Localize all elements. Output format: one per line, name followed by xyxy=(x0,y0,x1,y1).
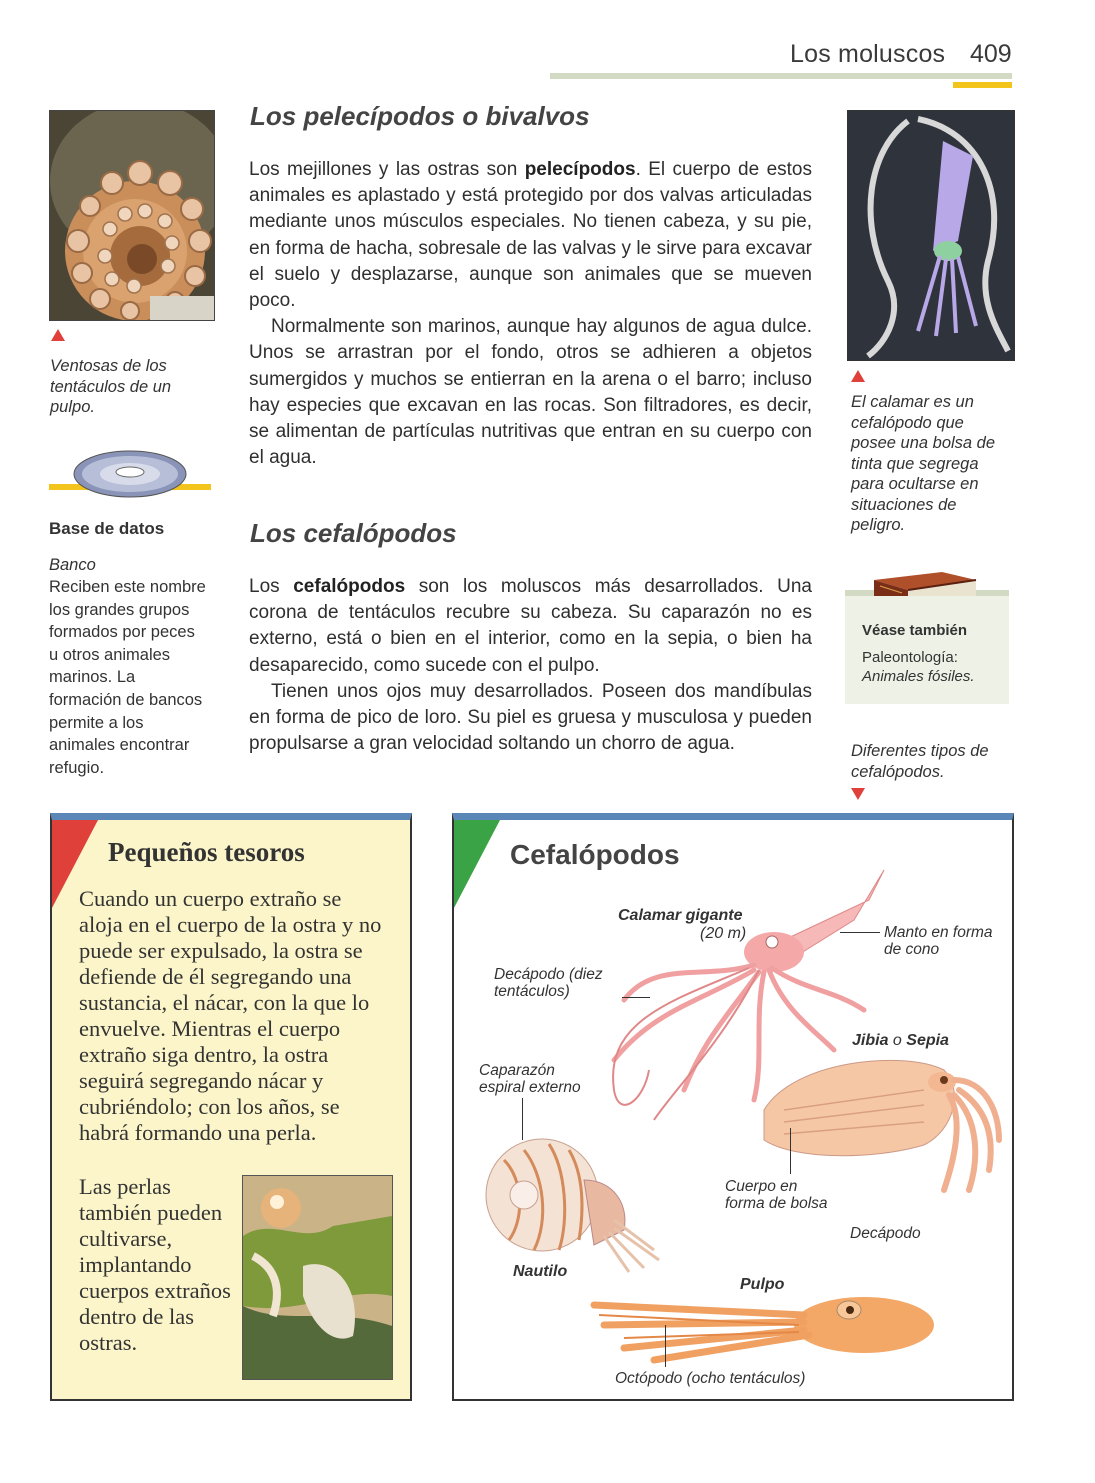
see-also-link[interactable]: Animales fósiles. xyxy=(862,668,975,685)
label-octopodo: Octópodo (ocho tentáculos) xyxy=(615,1370,806,1387)
cefalopodos-figure-title: Cefalópodos xyxy=(510,839,680,870)
chapter-title: Los moluscos xyxy=(790,40,946,68)
label-decapodo: Decápodo xyxy=(850,1225,921,1242)
term-pelecipodos: pelecípodos xyxy=(524,159,636,180)
leader-line xyxy=(790,1128,791,1174)
octopus-drawing xyxy=(594,1297,934,1360)
label-calamar-gigante: Calamar gigante xyxy=(618,907,743,924)
pequenos-tesoros-side-text: Las perlas también pueden cultivarse, implantando cuerpos extraños dentro de las ostras. xyxy=(79,1174,231,1355)
term-cefalopodos: cefalópodos xyxy=(293,576,406,597)
cefalopodos-heading: Los cefalópodos xyxy=(250,518,457,548)
pelecipodos-heading: Los pelecípodos o bivalvos xyxy=(250,101,590,131)
pelecipodos-text: Los mejillones y las ostras son pelecípodos. El cuerpo de estos animales es aplastado y está protegido por dos valvas articuladas mediante unos músculos especiales. No tienen cabeza, y su pie, en forma de hacha, sobresale de las valvas y le sirve para excavar el suelo y desplazarse, aunque son animales que se mueven poco. Normalmente son marinos, aunque hay algunos de agua dulce. Unos se arrastran por el fondo, otros se adhieren a objetos sumergidos y muchos se entierran en la arena o el barro; incluso hay especies que excavan en las rocas. Son filtradores, es decir, se alimentan de partículas nutritivas que entran en su cuerpo con el agua. xyxy=(249,159,812,469)
leader-line xyxy=(840,932,880,933)
header-accent xyxy=(953,82,1012,88)
header-rule xyxy=(550,73,1012,79)
label-caparazon: Caparazón espiral externo xyxy=(479,1062,581,1096)
database-definition: Reciben este nombre los grandes grupos formados por peces u otros animales marinos. La formación de bancos permite a los animales encontrar refugio. xyxy=(49,578,206,777)
cd-disc-icon xyxy=(73,450,187,503)
page-number: 409 xyxy=(970,40,1012,68)
label-jibia-sepia: Jibia o Sepia xyxy=(852,1032,949,1049)
label-cuerpo-bolsa: Cuerpo en forma de bolsa xyxy=(725,1178,828,1212)
squid-photo xyxy=(847,110,1015,361)
nautilus-drawing xyxy=(486,1139,659,1272)
octopus-photo-caption: Ventosas de los tentáculos de un pulpo. xyxy=(50,357,172,416)
label-pulpo: Pulpo xyxy=(740,1276,785,1293)
database-term: Banco xyxy=(49,556,96,574)
cefalopodos-text: Los cefalópodos son los moluscos más desarrollados. Una corona de tentáculos recubre su cabeza. Su caparazón no es externo, está o bien en el interior, como en la sepia, o bien ha desaparecido, como sucede con el pulpo. Tienen unos ojos muy desarrollados. Poseen dos mandíbulas en forma de pico de loro. Su piel es gruesa y musculosa y pueden propulsarse a gran velocidad soltando un chorro de agua. xyxy=(249,576,812,755)
label-decapodo-diez: Decápodo (diez tentáculos) xyxy=(494,966,603,1000)
label-nautilo: Nautilo xyxy=(513,1263,568,1280)
pequenos-tesoros-text: Cuando un cuerpo extraño se aloja en el cuerpo de la ostra y no puede ser expulsado, la ostra se defiende de él segregando una sustancia, el nácar, con la que lo envuelve. Mientras el cuerpo extraño siga dentro, la ostra seguirá segregando nácar y cubriéndolo; con los años, se habrá formando una perla. xyxy=(79,886,382,1145)
pointer-down-icon xyxy=(851,788,865,800)
label-manto: Manto en forma de cono xyxy=(884,924,993,958)
caption-arrow-icon xyxy=(851,370,865,382)
pearl-photo xyxy=(242,1175,393,1380)
leader-line xyxy=(522,1098,523,1140)
figure-pointer-caption: Diferentes tipos de cefalópodos. xyxy=(851,742,989,781)
see-also-subject: Paleontología: xyxy=(862,649,958,666)
octopus-suckers-photo xyxy=(49,110,215,321)
database-heading: Base de datos xyxy=(49,519,165,538)
squid-photo-caption: El calamar es un cefalópodo que posee una bolsa de tinta que segrega para ocultarse en situaciones de peligro. xyxy=(851,393,996,534)
cuttlefish-drawing xyxy=(764,1060,999,1190)
leader-line xyxy=(665,1325,666,1367)
label-calamar-size: (20 m) xyxy=(700,925,747,942)
see-also-heading: Véase también xyxy=(862,622,968,639)
pequenos-tesoros-title: Pequeños tesoros xyxy=(108,837,305,867)
caption-arrow-icon xyxy=(51,329,65,341)
leader-line xyxy=(622,997,650,998)
